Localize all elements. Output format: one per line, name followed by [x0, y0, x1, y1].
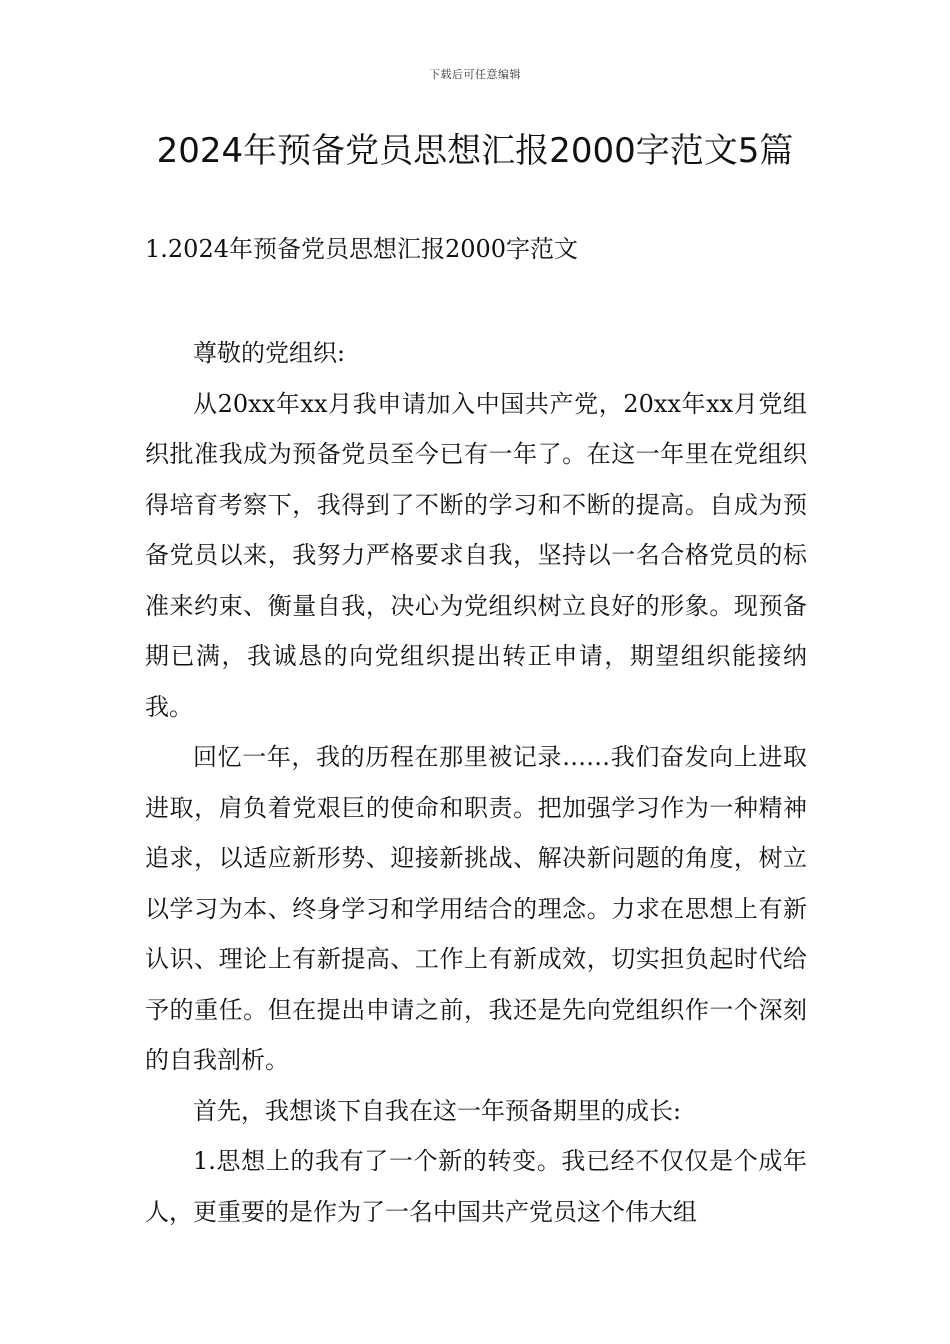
- body-paragraph: 从20xx年xx月我申请加入中国共产党，20xx年xx月党组织批准我成为预备党员至今已有一年了。在这一年里在党组织得培育考察下，我得到了不断的学习和不断的提高。自成为预备党员以来，我努力严格要求自我，坚持以一名合格党员的标准来约束、衡量自我，决心为党组织树立良好的形象。现预备期已满，我诚恳的向党组织提出转正申请，期望组织能接纳我。: [145, 389, 807, 721]
- section-heading: 1.2024年预备党员思想汇报2000字范文: [145, 235, 579, 263]
- body-paragraph: 回忆一年，我的历程在那里被记录……我们奋发向上进取进取，肩负着党艰巨的使命和职责。把加强学习作为一种精神追求，以适应新形势、迎接新挑战、解决新问题的角度，树立以学习为本、终身学习和学用结合的理念。力求在思想上有新认识、理论上有新提高、工作上有新成效，切实担负起时代给予的重任。但在提出申请之前，我还是先向党组织作一个深刻的自我剖析。: [145, 743, 807, 1074]
- body-paragraph: 首先，我想谈下自我在这一年预备期里的成长:: [193, 1096, 682, 1125]
- salutation: 尊敬的党组织:: [193, 339, 346, 367]
- document-title: 2024年预备党员思想汇报2000字范文5篇: [156, 131, 794, 171]
- document-body: [145, 328, 807, 1237]
- download-note: 下载后可任意编辑: [429, 68, 521, 81]
- body-paragraph: 1.思想上的我有了一个新的转变。我已经不仅仅是个成年人，更重要的是作为了一名中国共产党员这个伟大组: [145, 1147, 807, 1226]
